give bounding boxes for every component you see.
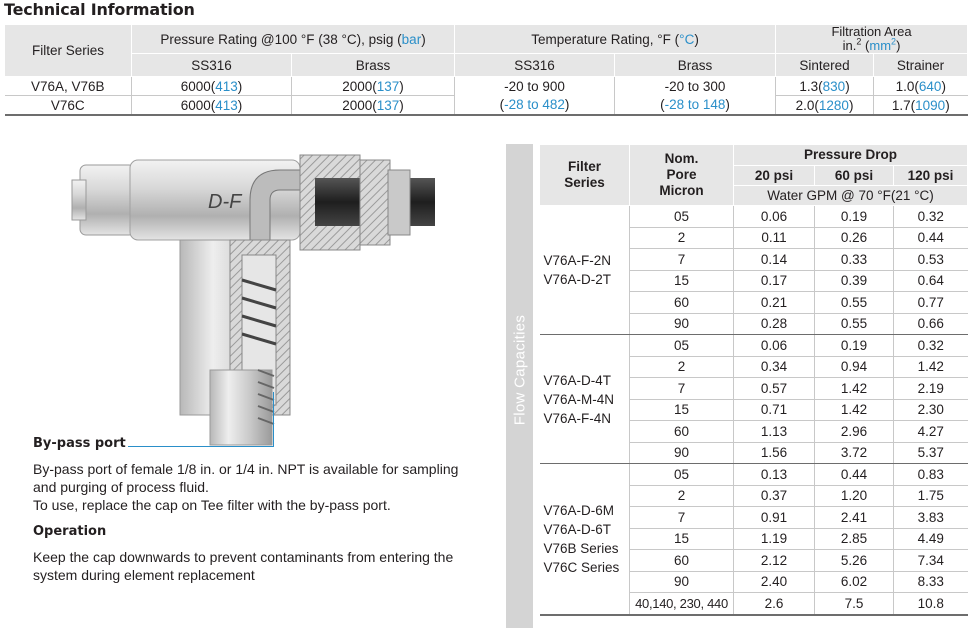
gpm-cell: 1.75: [894, 485, 968, 507]
header-nom-pore-micron: Nom. Pore Micron: [630, 145, 734, 206]
gpm-cell: 0.19: [815, 206, 894, 228]
tee-filter-illustration: [30, 140, 490, 450]
gpm-cell: 6.02: [815, 571, 894, 593]
gpm-cell: 0.06: [734, 335, 815, 357]
callout-vline: [273, 392, 274, 447]
series-cell: V76A, V76B: [5, 77, 132, 96]
series-line: V76A-D-4T: [543, 372, 612, 388]
series-line: V76C Series: [543, 559, 620, 575]
header-filtration-area: Filtration Area in.$^2$ $(mm^2)$: [776, 25, 968, 54]
gpm-cell: 7.34: [894, 550, 968, 572]
pore-cell: 90: [630, 442, 734, 464]
header-120psi: 120 psi: [894, 166, 968, 186]
header-temp-ss316: SS316: [455, 54, 615, 77]
technical-info-table: [4, 24, 968, 116]
gpm-cell: 1.56: [734, 442, 815, 464]
gpm-cell: 1.19: [734, 528, 815, 550]
pore-cell: 7: [630, 249, 734, 271]
pore-cell: 60: [630, 550, 734, 572]
pore-cell: 2: [630, 485, 734, 507]
gpm-cell: 1.42: [815, 378, 894, 400]
gpm-cell: 1.13: [734, 421, 815, 443]
gpm-cell: 0.26: [815, 227, 894, 249]
pressure-brass-cell: 2000(137): [292, 96, 455, 116]
strainer-cell: 1.7(1090): [874, 96, 968, 116]
pressure-ss-cell: 6000(413): [132, 77, 292, 96]
header-pressure-rating: Pressure Rating @100 °F (38 °C), psig (bar): [132, 25, 455, 54]
header-sintered: Sintered: [776, 54, 874, 77]
header-temperature-rating: Temperature Rating, °F (°C): [455, 25, 776, 54]
pore-cell: 7: [630, 378, 734, 400]
gpm-cell: 0.39: [815, 270, 894, 292]
series-line: V76A-D-6M: [543, 502, 615, 518]
gpm-cell: 0.53: [894, 249, 968, 271]
gpm-cell: 0.21: [734, 292, 815, 314]
temp-brass-cell: -20 to 300 (-28 to 148): [615, 77, 776, 116]
header-pressure-ss316: SS316: [132, 54, 292, 77]
gpm-cell: 0.37: [734, 485, 815, 507]
pore-cell: 15: [630, 399, 734, 421]
pore-cell: 2: [630, 227, 734, 249]
gpm-cell: 0.14: [734, 249, 815, 271]
gpm-cell: 0.64: [894, 270, 968, 292]
pore-cell: 7: [630, 507, 734, 529]
gpm-cell: 5.26: [815, 550, 894, 572]
header-pressure-drop: Pressure Drop: [734, 145, 968, 166]
pore-cell: 60: [630, 292, 734, 314]
header-temp-brass: Brass: [615, 54, 776, 77]
gpm-cell: 0.55: [815, 292, 894, 314]
gpm-cell: 2.12: [734, 550, 815, 572]
pore-cell: 05: [630, 464, 734, 486]
left-nut: [80, 165, 135, 235]
pore-cell: 15: [630, 528, 734, 550]
gpm-cell: 0.32: [894, 335, 968, 357]
header-filter-series: Filter Series: [540, 145, 630, 206]
bypass-heading: By-pass port: [33, 436, 126, 451]
gpm-cell: 1.42: [815, 399, 894, 421]
gpm-cell: 3.83: [894, 507, 968, 529]
gpm-cell: 0.17: [734, 270, 815, 292]
header-20psi: 20 psi: [734, 166, 815, 186]
gpm-cell: 8.33: [894, 571, 968, 593]
gpm-cell: 0.19: [815, 335, 894, 357]
gpm-cell: 0.34: [734, 356, 815, 378]
table-row: [540, 464, 968, 486]
table-row: [540, 335, 968, 357]
header-strainer: Strainer: [874, 54, 968, 77]
gpm-cell: 10.8: [894, 593, 968, 615]
gpm-cell: 2.96: [815, 421, 894, 443]
callout-line: [128, 446, 274, 447]
gpm-cell: 0.11: [734, 227, 815, 249]
operation-text: Keep the cap downwards to prevent contaminants from entering the system during element replacement: [33, 549, 454, 583]
gpm-cell: 0.91: [734, 507, 815, 529]
gpm-cell: 0.32: [894, 206, 968, 228]
series-cell: [540, 335, 630, 464]
gpm-cell: 0.44: [815, 464, 894, 486]
brand-text: D-F: [208, 191, 242, 213]
series-line: V76A-D-2T: [543, 272, 612, 287]
gpm-cell: 2.19: [894, 378, 968, 400]
table-row: [540, 206, 968, 228]
gpm-cell: 5.37: [894, 442, 968, 464]
strainer-cell: 1.0(640): [874, 77, 968, 96]
gpm-cell: 0.06: [734, 206, 815, 228]
series-line: V76A-F-2N: [543, 253, 612, 268]
pore-cell: 40,140, 230, 440: [630, 593, 734, 615]
sintered-cell: 1.3(830): [776, 77, 874, 96]
gpm-cell: 0.83: [894, 464, 968, 486]
gpm-cell: 1.20: [815, 485, 894, 507]
flow-capacities-table: [539, 144, 968, 616]
gpm-cell: 4.49: [894, 528, 968, 550]
pore-cell: 05: [630, 206, 734, 228]
header-filter-series: Filter Series: [5, 25, 132, 77]
series-line: V76A-M-4N: [543, 391, 615, 407]
series-line: V76A-F-4N: [543, 410, 612, 426]
gpm-cell: 2.6: [734, 593, 815, 615]
series-cell: V76C: [5, 96, 132, 116]
page-title: Technical Information: [4, 0, 195, 19]
gpm-cell: 0.28: [734, 313, 815, 335]
gpm-cell: 7.5: [815, 593, 894, 615]
gpm-cell: 0.44: [894, 227, 968, 249]
gpm-cell: 2.40: [734, 571, 815, 593]
gpm-cell: 0.57: [734, 378, 815, 400]
pore-cell: 2: [630, 356, 734, 378]
bypass-text: By-pass port of female 1/8 in. or 1/4 in. NPT is available for sampling and purging of process fluid. To use, replace the cap on Tee filter with the by-pass port.: [33, 461, 459, 513]
gpm-cell: 2.85: [815, 528, 894, 550]
gpm-cell: 0.94: [815, 356, 894, 378]
sintered-cell: 2.0(1280): [776, 96, 874, 116]
pressure-ss-cell: 6000(413): [132, 96, 292, 116]
series-cell: [540, 206, 630, 335]
gpm-cell: 0.71: [734, 399, 815, 421]
pore-cell: 90: [630, 571, 734, 593]
series-cell: [540, 464, 630, 615]
pore-cell: 05: [630, 335, 734, 357]
pore-cell: 60: [630, 421, 734, 443]
series-line: V76B Series: [543, 540, 619, 556]
header-water-gpm: Water GPM @ 70 °F(21 °C): [734, 186, 968, 206]
header-pressure-brass: Brass: [292, 54, 455, 77]
gpm-cell: 0.66: [894, 313, 968, 335]
table-row: [5, 77, 968, 96]
operation-heading: Operation: [33, 524, 107, 539]
pore-cell: 90: [630, 313, 734, 335]
gpm-cell: 3.72: [815, 442, 894, 464]
series-line: V76A-D-6T: [543, 521, 612, 537]
gpm-cell: 2.41: [815, 507, 894, 529]
gpm-cell: 2.30: [894, 399, 968, 421]
gpm-cell: 0.77: [894, 292, 968, 314]
gpm-cell: 0.55: [815, 313, 894, 335]
temp-ss-cell: -20 to 900 (-28 to 482): [455, 77, 615, 116]
gpm-cell: 1.42: [894, 356, 968, 378]
gpm-cell: 0.33: [815, 249, 894, 271]
gpm-cell: 0.13: [734, 464, 815, 486]
pore-cell: 15: [630, 270, 734, 292]
pressure-brass-cell: 2000(137): [292, 77, 455, 96]
gpm-cell: 4.27: [894, 421, 968, 443]
header-60psi: 60 psi: [815, 166, 894, 186]
